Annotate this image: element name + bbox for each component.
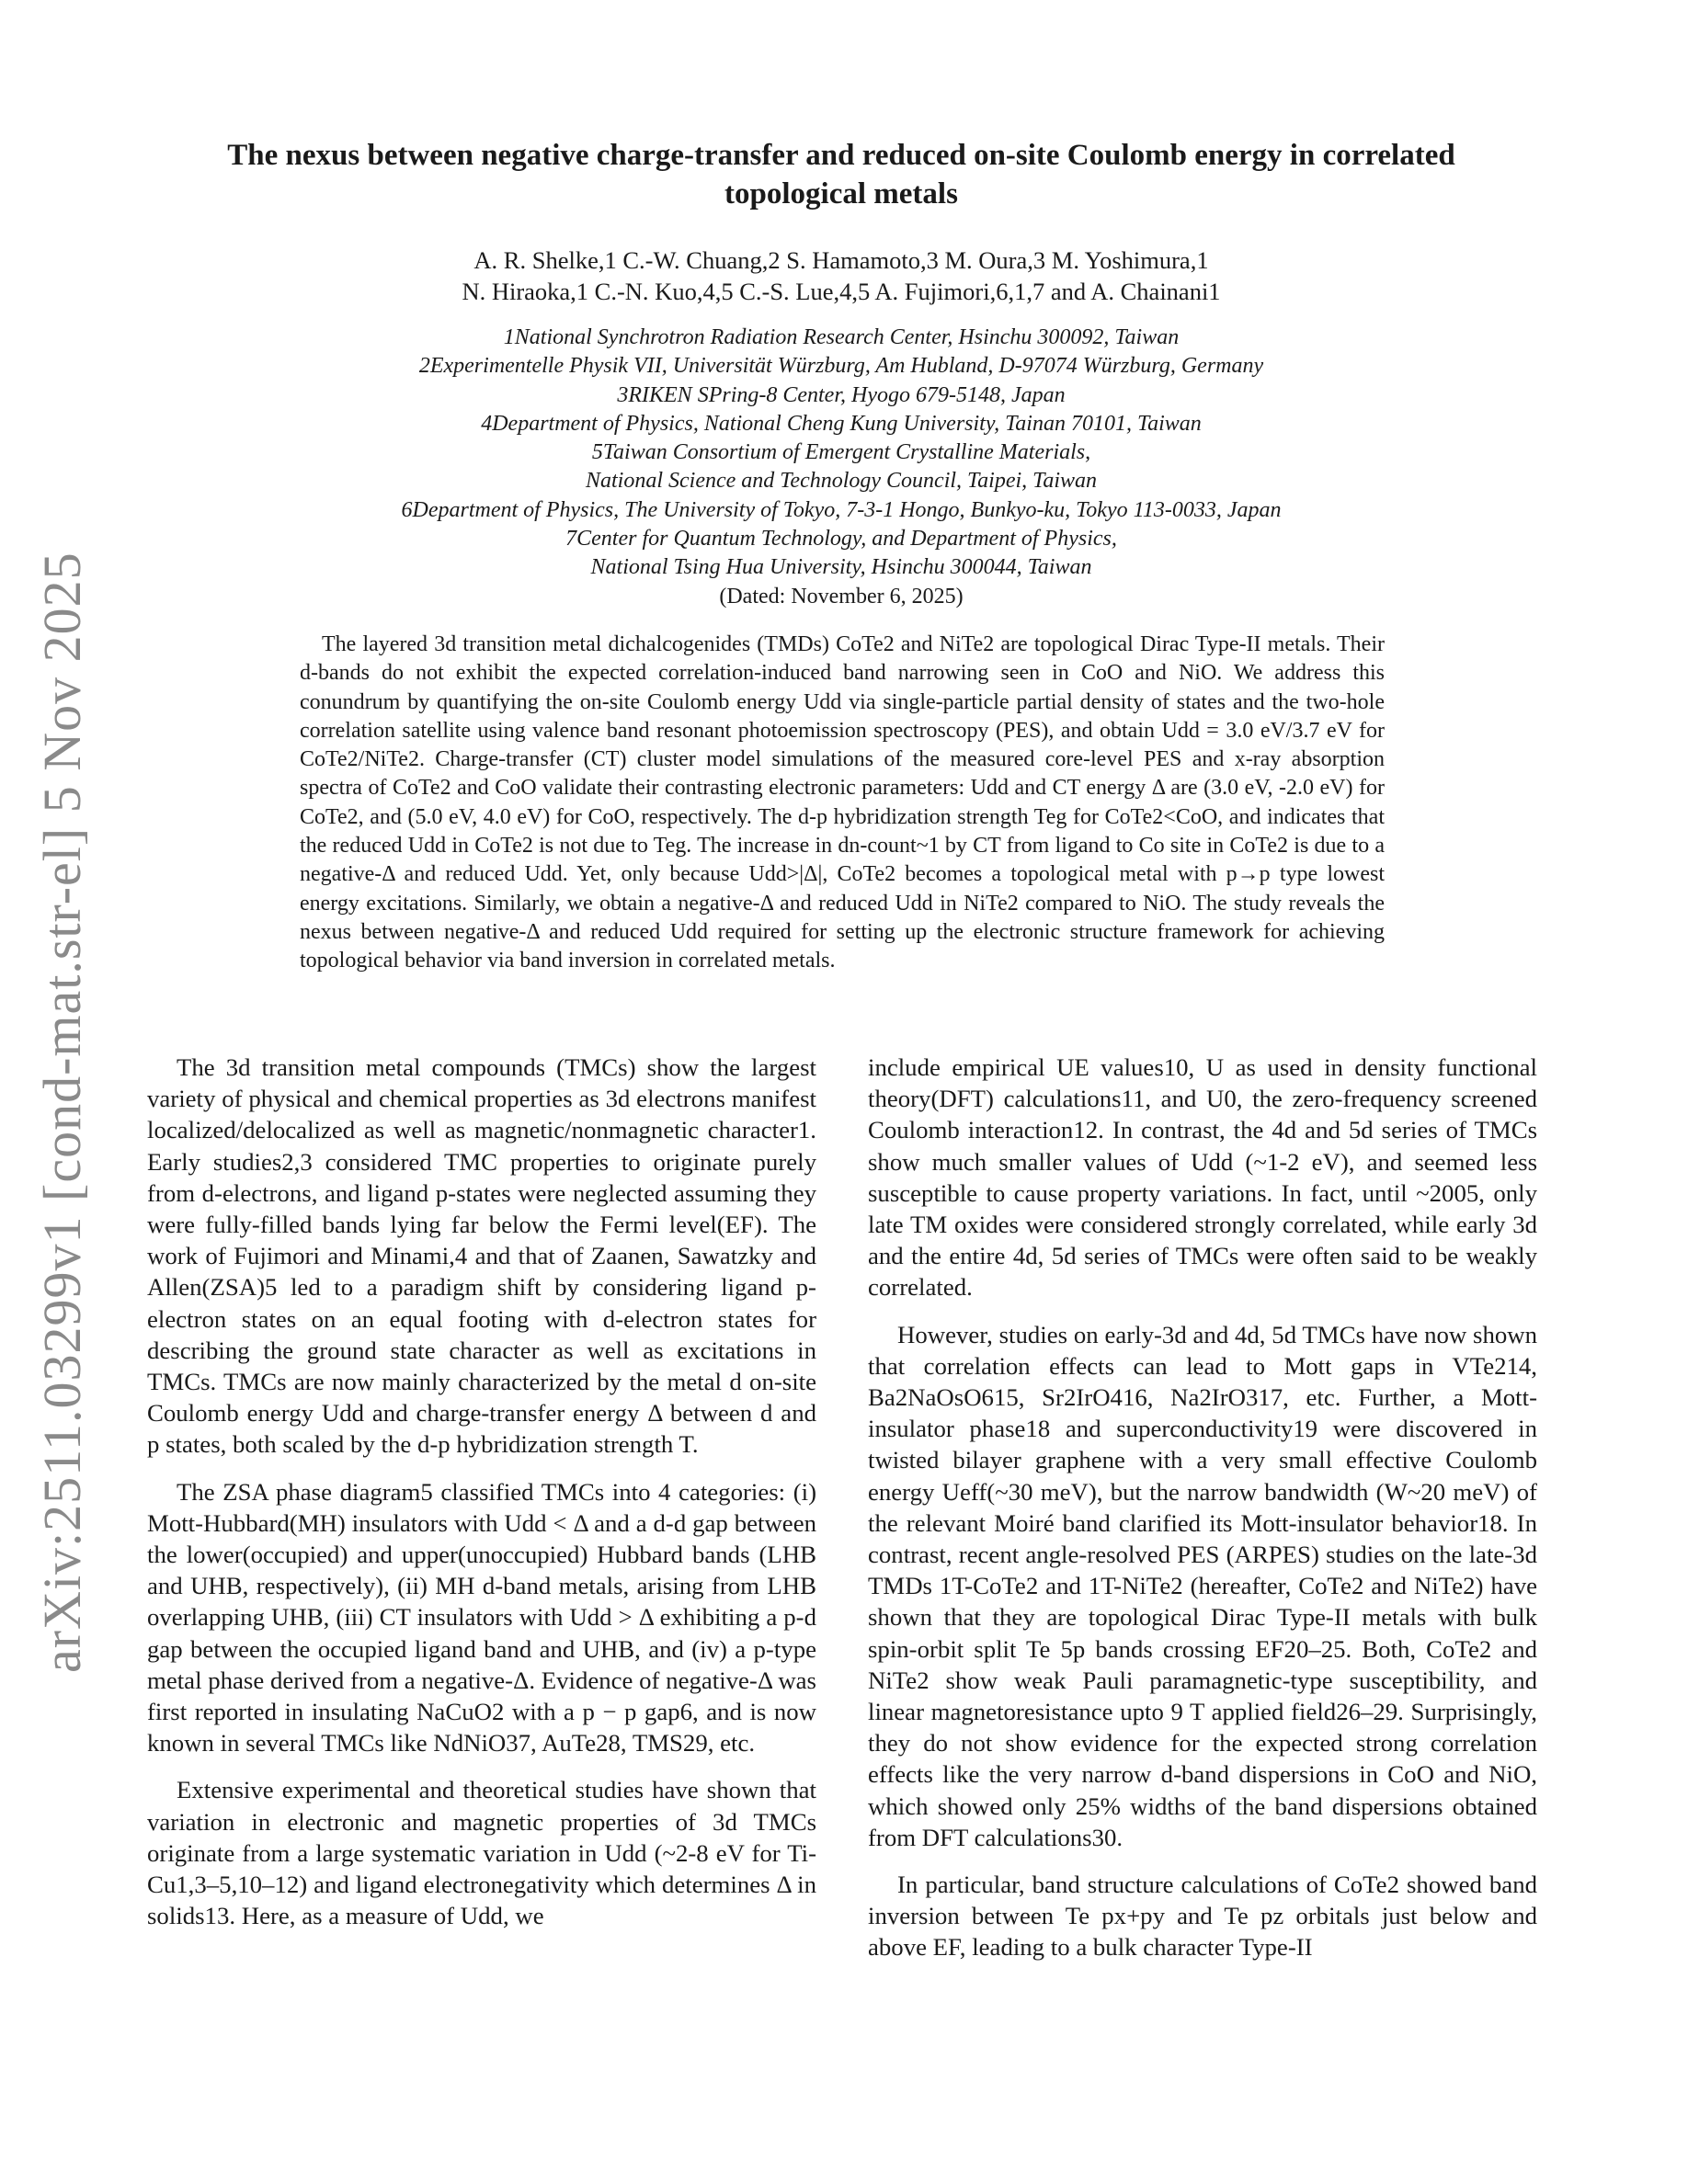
- abstract-text: The layered 3d transition metal dichalcogenides (TMDs) CoTe2 and NiTe2 are topological Dirac Type-II metals. Their d-bands do not exhibit the expected correlation-induced band narrowing seen in CoO and NiO. We address this conundrum by quantifying the on-site Coulomb energy Udd via single-particle partial density of states and the two-hole correlation satellite using valence band resonant photoemission spectroscopy (PES), and obtain Udd = 3.0 eV/3.7 eV for CoTe2/NiTe2. Charge-transfer (CT) cluster model simulations of the measured core-level PES and x-ray absorption spectra of CoTe2 and CoO validate their contrasting electronic parameters: Udd and CT energy Δ are (3.0 eV, -2.0 eV) for CoTe2, and (5.0 eV, 4.0 eV) for CoO, respectively. The d-p hybridization strength Teg for CoTe2<CoO, and indicates that the reduced Udd in CoTe2 is not due to Teg. The increase in dn-count~1 by CT from ligand to Co site in CoTe2 is due to a negative-Δ and reduced Udd. Yet, only because Udd>|Δ|, CoTe2 becomes a topological metal with p→p type lowest energy excitations. Similarly, we obtain a negative-Δ and reduced Udd in NiTe2 compared to NiO. The study reveals the nexus between negative-Δ and reduced Udd required for setting up the electronic structure framework for achieving topological behavior via band inversion in correlated metals.: [300, 632, 1385, 973]
- affiliation-7-cont: National Tsing Hua University, Hsinchu 300044, Taiwan: [590, 555, 1092, 580]
- affiliation-6: 6Department of Physics, The University of Tokyo, 7-3-1 Hongo, Bunkyo-ku, Tokyo 113-0033, Japan: [401, 497, 1282, 522]
- paragraph-band-structure: In particular, band structure calculations of CoTe2 showed band inversion between Te px+py and Te pz orbitals just below and above EF, leading to a bulk character Type-II: [868, 1871, 1537, 1962]
- date-line: (Dated: November 6, 2025): [719, 584, 964, 609]
- affiliations: [165, 324, 1517, 611]
- paragraph-continued: include empirical UE values10, U as used in density functional theory(DFT) calculations11, and U0, the zero-frequency screened Coulomb interaction12. In contrast, the 4d and 5d series of TMCs show much smaller values of Udd (~1-2 eV), and seemed less susceptible to cause property variations. In fact, until ~2005, only late TM oxides were considered strongly correlated, while early 3d and the entire 4d, 5d series of TMCs were often said to be weakly correlated.: [868, 1053, 1537, 1302]
- paragraph-intro: The 3d transition metal compounds (TMCs) show the largest variety of physical and chemical properties as 3d electrons manifest localized/delocalized as well as magnetic/nonmagnetic character1. Early studies2,3 considered TMC properties to originate purely from d-electrons, and ligand p-states were neglected assuming they were fully-filled bands lying far below the Fermi level(EF). The work of Fujimori and Minami,4 and that of Zaanen, Sawatzky and Allen(ZSA)5 led to a paradigm shift by considering ligand p-electron states on an equal footing with d-electron states for describing the ground state character as well as excitations in TMCs. TMCs are now mainly characterized by the metal d on-site Coulomb energy Udd and charge-transfer energy Δ between d and p states, both scaled by the d-p hybridization strength T.: [147, 1053, 816, 1459]
- authors-line-1: A. R. Shelke,1 C.-W. Chuang,2 S. Hamamoto,3 M. Oura,3 M. Yoshimura,1: [473, 246, 1209, 274]
- affiliation-1: 1National Synchrotron Radiation Research Center, Hsinchu 300092, Taiwan: [503, 325, 1180, 349]
- authors-line-2: N. Hiraoka,1 C.-N. Kuo,4,5 C.-S. Lue,4,5 A. Fujimori,6,1,7 and A. Chainani1: [462, 278, 1221, 305]
- affiliation-2: 2Experimentelle Physik VII, Universität Würzburg, Am Hubland, D-97074 Würzburg, Germany: [418, 354, 1264, 379]
- body-column-left: [147, 1052, 816, 1947]
- body-column-right: [868, 1052, 1537, 1979]
- title-text: The nexus between negative charge-transfer and reduced on-site Coulomb energy in correlated topological metals: [227, 139, 1455, 210]
- affiliation-5-cont: National Science and Technology Council, Taipei, Taiwan: [585, 469, 1097, 494]
- affiliation-5: 5Taiwan Consortium of Emergent Crystalline Materials,: [591, 440, 1091, 465]
- paragraph-zsa: The ZSA phase diagram5 classified TMCs into 4 categories: (i) Mott-Hubbard(MH) insulators with Udd < Δ and a d-d gap between the lower(occupied) and upper(unoccupied) Hubbard bands (LHB and UHB, respectively), (ii) MH d-band metals, arising from LHB overlapping UHB, (iii) CT insulators with Udd > Δ exhibiting a p-d gap between the occupied ligand band and UHB, and (iv) a p-type metal phase derived from a negative-Δ. Evidence of negative-Δ was first reported in insulating NaCuO2 with a p − p gap6, and is now known in several TMCs like NdNiO37, AuTe28, TMS29, etc.: [147, 1477, 816, 1757]
- author-list: [165, 245, 1517, 307]
- affiliation-7: 7Center for Quantum Technology, and Department of Physics,: [565, 527, 1117, 552]
- affiliation-4: 4Department of Physics, National Cheng Kung University, Tainan 70101, Taiwan: [481, 411, 1202, 436]
- paragraph-studies: Extensive experimental and theoretical studies have shown that variation in electronic and magnetic properties of 3d TMCs originate from a large systematic variation in Udd (~2-8 eV for Ti-Cu1,3–5,10–12) and ligand electronegativity which determines Δ in solids13. Here, as a measure of Udd, we: [147, 1776, 816, 1930]
- abstract: [300, 631, 1385, 976]
- paper-title: [165, 136, 1517, 213]
- paragraph-however: However, studies on early-3d and 4d, 5d TMCs have now shown that correlation effects can lead to Mott gaps in VTe214, Ba2NaOsO615, Sr2IrO416, Na2IrO317, etc. Further, a Mott-insulator phase18 and superconductivity19 were discovered in twisted bilayer graphene with a very small effective Coulomb energy Ueff(~30 meV), but the narrow bandwidth (W~20 meV) of the relevant Moiré band clarified its Mott-insulator behavior18. In contrast, recent angle-resolved PES (ARPES) studies on the late-3d TMDs 1T-CoTe2 and 1T-NiTe2 (hereafter, CoTe2 and NiTe2) have shown that they are topological Dirac Type-II metals with bulk spin-orbit split Te 5p bands crossing EF20–25. Both, CoTe2 and NiTe2 show weak Pauli paramagnetic-type susceptibility, and linear magnetoresistance upto 9 T applied field26–29. Surprisingly, they do not show evidence for the expected strong correlation effects like the very narrow d-band dispersions in CoO and NiO, which showed only 25% widths of the band dispersions obtained from DFT calculations30.: [868, 1320, 1537, 1851]
- affiliation-3: 3RIKEN SPring-8 Center, Hyogo 679-5148, Japan: [617, 382, 1066, 407]
- arxiv-identifier: arXiv:2511.03299v1 [cond-mat.str-el] 5 Nov 2025: [32, 552, 92, 1673]
